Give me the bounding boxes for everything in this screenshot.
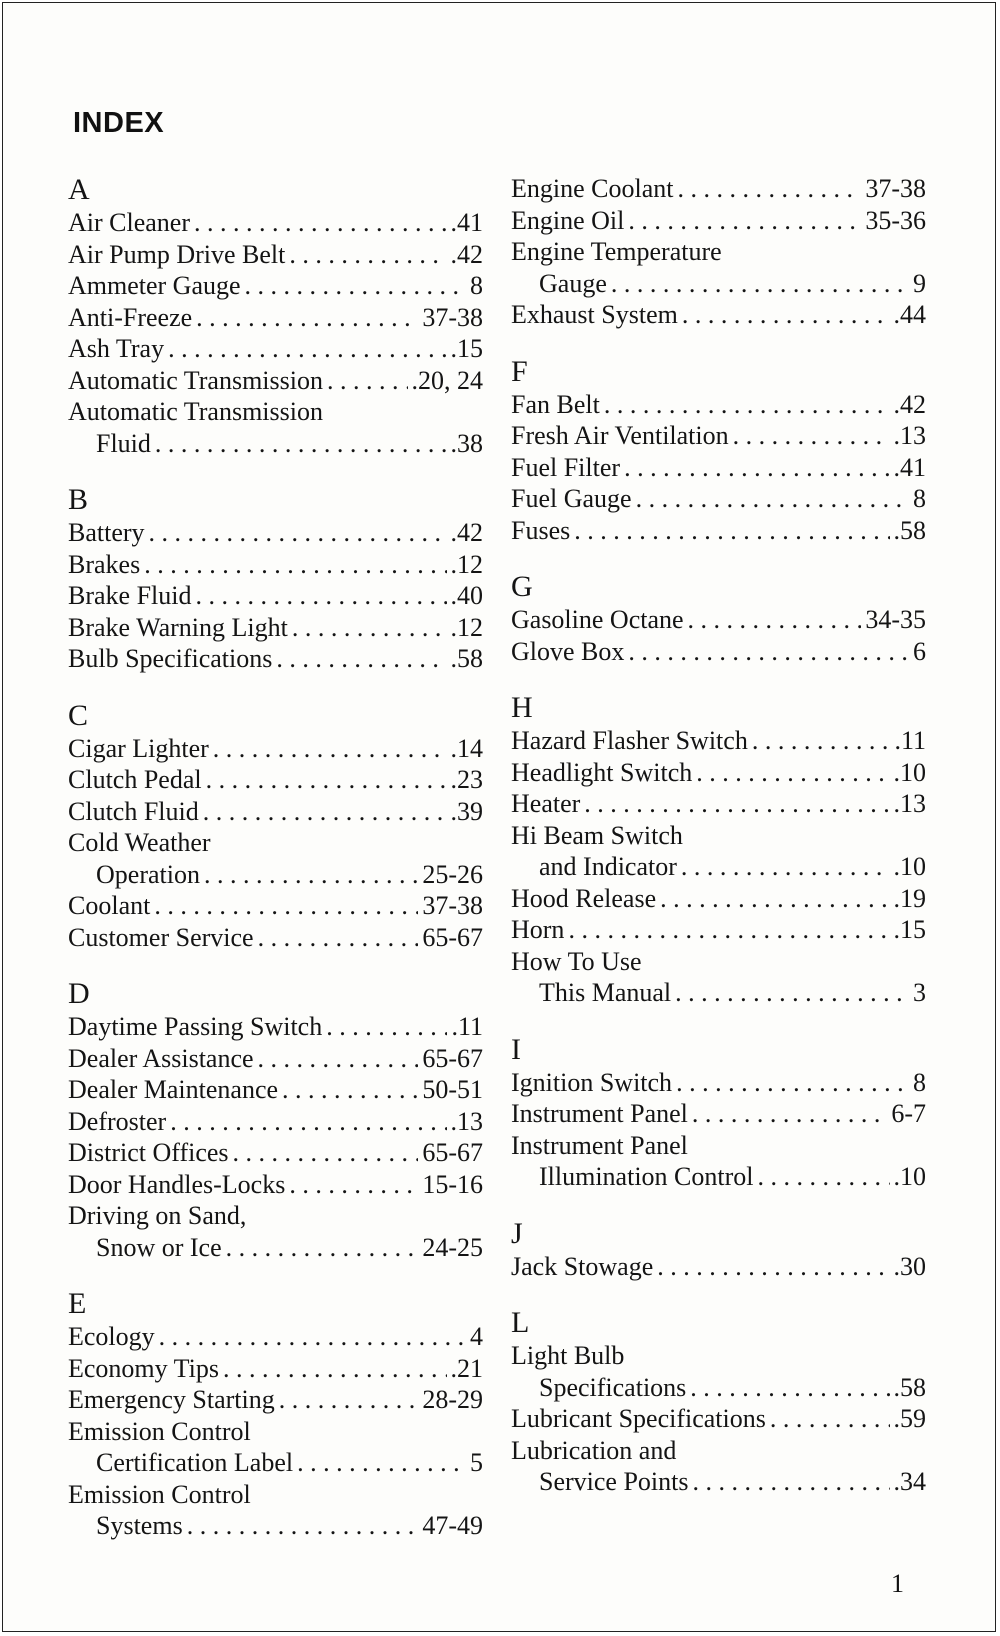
dot-leader (289, 239, 446, 271)
entry-page-ref: 50-51 (422, 1075, 483, 1104)
dot-leader (159, 1321, 466, 1353)
entry-page-ref: 6-7 (891, 1099, 926, 1128)
index-entry (511, 236, 926, 268)
index-entry (68, 302, 483, 334)
dot-leader (203, 796, 447, 828)
entry-page-ref: .34 (893, 1467, 926, 1496)
dot-leader (688, 604, 862, 636)
entry-page-ref: .13 (893, 789, 926, 818)
entry-label: Ignition Switch (511, 1067, 673, 1097)
dot-leader (327, 365, 408, 397)
dot-leader (682, 299, 890, 331)
dot-leader (758, 1161, 890, 1193)
entry-page-ref: .23 (450, 765, 483, 794)
index-entry (68, 1416, 483, 1448)
entry-page-ref: .21 (450, 1353, 483, 1383)
index-entry (68, 796, 483, 828)
entry-label: Dealer Assistance (68, 1043, 254, 1073)
index-entry (68, 1384, 483, 1416)
index-entry (68, 733, 483, 765)
dot-leader (326, 1011, 447, 1043)
index-entry (511, 1435, 926, 1467)
dot-leader (628, 636, 909, 668)
section-letter: L (511, 1306, 530, 1339)
entry-page-ref: .40 (450, 581, 483, 610)
entry-page-ref: .15 (450, 334, 483, 363)
entry-page-ref: .11 (451, 1012, 483, 1041)
index-page (2, 2, 996, 1632)
dot-leader (733, 420, 890, 452)
entry-page-ref: .12 (450, 612, 483, 642)
entry-page-ref: 3 (913, 978, 926, 1007)
entry-page-ref: .10 (893, 757, 926, 787)
entry-label: Ecology (68, 1322, 155, 1351)
dot-leader (604, 389, 890, 421)
dot-leader (584, 788, 889, 820)
dot-leader (752, 725, 891, 757)
entry-label: Gasoline Octane (511, 605, 684, 634)
section-letter: E (68, 1287, 87, 1320)
index-entry (511, 1403, 926, 1435)
dot-leader (226, 1232, 419, 1264)
index-entry (68, 1232, 483, 1264)
entry-label: Fresh Air Ventilation (511, 421, 729, 450)
entry-label: Economy Tips (68, 1353, 219, 1383)
entry-page-ref: .12 (450, 549, 483, 579)
dot-leader (289, 1169, 418, 1201)
index-entry (68, 333, 483, 365)
entry-label: Hi Beam Switch (511, 820, 683, 850)
dot-leader (690, 1372, 889, 1404)
index-entry (68, 1321, 483, 1353)
entry-label: Automatic Transmission (68, 365, 323, 395)
entry-label: Door Handles-Locks (68, 1169, 286, 1199)
page-title: INDEX (73, 107, 165, 139)
index-entry (68, 517, 483, 549)
dot-leader (636, 483, 909, 515)
index-entry (68, 365, 483, 397)
index-entry (511, 1098, 926, 1130)
entry-page-ref: 15-16 (422, 1169, 483, 1199)
dot-leader (279, 1384, 419, 1416)
dot-leader (276, 643, 446, 675)
index-entry (511, 1161, 926, 1193)
index-entry (511, 299, 926, 331)
entry-label: Jack Stowage (511, 1251, 654, 1281)
index-entry (68, 580, 483, 612)
index-entry (68, 1169, 483, 1201)
entry-page-ref: 65-67 (422, 1043, 483, 1073)
index-entry (511, 977, 926, 1009)
dot-leader (628, 205, 861, 237)
entry-label: Emission Control (68, 1416, 251, 1446)
index-entry (68, 549, 483, 581)
dot-leader (696, 757, 889, 789)
dot-leader (675, 977, 909, 1009)
dot-leader (196, 580, 447, 612)
index-entry (68, 827, 483, 859)
entry-page-ref: .30 (893, 1251, 926, 1281)
index-entry (511, 1067, 926, 1099)
index-entry (68, 1510, 483, 1542)
index-entry (68, 859, 483, 891)
dot-leader (693, 1466, 890, 1498)
entry-page-ref: 9 (913, 268, 926, 298)
entry-page-ref: 25-26 (422, 859, 483, 889)
index-entry (68, 1074, 483, 1106)
entry-label: Anti-Freeze (68, 302, 193, 332)
entry-label: Automatic Transmission (68, 397, 323, 426)
dot-leader (194, 207, 446, 239)
entry-label: Hood Release (511, 883, 657, 913)
entry-label: Horn (511, 915, 565, 944)
entry-page-ref: .41 (450, 208, 483, 237)
index-entry (511, 946, 926, 978)
dot-leader (574, 515, 889, 547)
dot-leader (624, 452, 889, 484)
entry-page-ref: .58 (893, 1372, 926, 1402)
entry-label: Certification Label (96, 1448, 294, 1477)
entry-page-ref: .42 (893, 389, 926, 419)
entry-page-ref: 37-38 (865, 174, 926, 203)
dot-leader (154, 890, 418, 922)
entry-label: Clutch Pedal (68, 765, 202, 794)
index-entry (511, 604, 926, 636)
index-entry (511, 515, 926, 547)
entry-label: Lubrication and (511, 1435, 677, 1465)
index-entry (68, 922, 483, 954)
entry-page-ref: .13 (893, 421, 926, 450)
dot-leader (677, 173, 861, 205)
index-entry (511, 851, 926, 883)
index-entry (511, 205, 926, 237)
dot-leader (692, 1098, 887, 1130)
entry-label: Brake Warning Light (68, 612, 288, 642)
entry-page-ref: .10 (893, 852, 926, 881)
dot-leader (660, 883, 889, 915)
entry-label: Gauge (539, 268, 607, 298)
index-entry (511, 1372, 926, 1404)
dot-leader (196, 302, 418, 334)
index-entry (511, 483, 926, 515)
entry-page-ref: .42 (450, 518, 483, 547)
entry-page-ref: 24-25 (422, 1232, 483, 1262)
index-entry (511, 452, 926, 484)
entry-page-ref: 37-38 (422, 302, 483, 332)
entry-page-ref: .14 (450, 733, 483, 763)
dot-leader (204, 859, 418, 891)
dot-leader (297, 1447, 466, 1479)
dot-leader (681, 851, 890, 883)
entry-label: How To Use (511, 946, 642, 976)
entry-page-ref: .58 (450, 644, 483, 673)
index-entry (68, 1353, 483, 1385)
entry-page-ref: .10 (893, 1162, 926, 1191)
index-entry (511, 883, 926, 915)
entry-page-ref: .42 (450, 239, 483, 269)
dot-leader (233, 1137, 419, 1169)
entry-label: Customer Service (68, 922, 254, 952)
index-entry (68, 1200, 483, 1232)
entry-label: Systems (96, 1511, 183, 1540)
entry-label: and Indicator (539, 852, 677, 881)
entry-label: Fuses (511, 515, 571, 545)
index-entry (68, 1106, 483, 1138)
entry-page-ref: 34-35 (865, 605, 926, 634)
index-entry (68, 1137, 483, 1169)
entry-label: Clutch Fluid (68, 796, 199, 826)
index-entry (68, 1479, 483, 1511)
index-entry (511, 1466, 926, 1498)
dot-leader (223, 1353, 447, 1385)
index-entry (68, 764, 483, 796)
entry-page-ref: 8 (470, 271, 483, 300)
index-entry (511, 820, 926, 852)
dot-leader (292, 612, 447, 644)
index-entry (68, 207, 483, 239)
index-entry (68, 239, 483, 271)
dot-leader (206, 764, 447, 796)
entry-page-ref: 47-49 (422, 1511, 483, 1540)
index-entry (511, 914, 926, 946)
entry-label: Service Points (539, 1467, 689, 1496)
index-entry (511, 725, 926, 757)
entry-label: Operation (96, 859, 200, 889)
entry-label: Headlight Switch (511, 757, 693, 787)
entry-page-ref: 8 (913, 1067, 926, 1097)
entry-label: This Manual (539, 978, 672, 1007)
entry-label: Ammeter Gauge (68, 271, 241, 300)
entry-label: Snow or Ice (96, 1232, 222, 1262)
index-entry (68, 612, 483, 644)
entry-page-ref: 65-67 (422, 922, 483, 952)
entry-label: Battery (68, 518, 145, 547)
entry-page-ref: 8 (913, 484, 926, 513)
dot-leader (245, 270, 466, 302)
section-letter: B (68, 483, 89, 516)
section-letter: J (511, 1216, 523, 1250)
index-entry (511, 420, 926, 452)
entry-label: Bulb Specifications (68, 644, 273, 673)
entry-page-ref: .19 (893, 883, 926, 913)
entry-label: Lubricant Specifications (511, 1404, 766, 1433)
entry-label: Air Pump Drive Belt (68, 239, 286, 269)
entry-label: Glove Box (511, 636, 625, 666)
entry-page-ref: .41 (893, 452, 926, 482)
index-entry (68, 1447, 483, 1479)
entry-page-ref: 37-38 (422, 891, 483, 920)
dot-leader (282, 1074, 418, 1106)
entry-label: Fuel Gauge (511, 484, 632, 513)
entry-label: Engine Oil (511, 205, 625, 235)
entry-label: Coolant (68, 891, 151, 920)
entry-label: Instrument Panel (511, 1130, 688, 1160)
section-letter: A (68, 173, 90, 206)
index-entry (511, 636, 926, 668)
entry-label: Emergency Starting (68, 1385, 275, 1414)
entry-label: Engine Temperature (511, 237, 722, 266)
dot-leader (657, 1251, 889, 1283)
dot-leader (213, 733, 447, 765)
dot-leader (170, 1106, 446, 1138)
index-entry (511, 1251, 926, 1283)
index-entry (68, 1011, 483, 1043)
section-letter: I (511, 1032, 521, 1066)
dot-leader (676, 1067, 909, 1099)
index-entry (68, 396, 483, 428)
entry-page-ref: .13 (450, 1106, 483, 1136)
index-entry (511, 757, 926, 789)
dot-leader (770, 1403, 890, 1435)
entry-label: Cigar Lighter (68, 733, 209, 763)
entry-page-ref: 5 (470, 1448, 483, 1477)
entry-label: Daytime Passing Switch (68, 1012, 323, 1041)
entry-page-ref: 35-36 (865, 205, 926, 235)
entry-page-ref: 4 (470, 1322, 483, 1351)
index-entry (511, 389, 926, 421)
entry-label: Hazard Flasher Switch (511, 726, 748, 755)
dot-leader (149, 517, 447, 549)
entry-label: Fuel Filter (511, 452, 621, 482)
index-entry (68, 270, 483, 302)
entry-label: Emission Control (68, 1479, 251, 1509)
entry-page-ref: 28-29 (422, 1385, 483, 1414)
entry-page-ref: .39 (450, 796, 483, 826)
entry-label: Engine Coolant (511, 174, 674, 203)
section-letter: F (511, 354, 528, 388)
entry-label: Driving on Sand, (68, 1201, 247, 1230)
index-column-left (68, 173, 483, 1542)
page-number: 1 (891, 1569, 904, 1598)
dot-leader (258, 1043, 419, 1075)
entry-label: Cold Weather (68, 828, 211, 857)
entry-label: Fan Belt (511, 389, 600, 419)
index-entry (68, 428, 483, 460)
entry-label: Air Cleaner (68, 208, 191, 237)
entry-label: Ash Tray (68, 334, 165, 363)
entry-label: Heater (511, 789, 581, 818)
section-letter: G (511, 570, 533, 603)
section-letter: D (68, 977, 90, 1010)
index-entry (68, 1043, 483, 1075)
entry-label: Exhaust System (511, 300, 678, 329)
dot-leader (611, 268, 909, 300)
entry-page-ref: .59 (893, 1404, 926, 1433)
index-entry (511, 268, 926, 300)
index-entry (511, 788, 926, 820)
dot-leader (187, 1510, 419, 1542)
entry-label: Brakes (68, 549, 141, 579)
dot-leader (144, 549, 446, 581)
section-letter: H (511, 691, 533, 724)
dot-leader (155, 428, 447, 460)
entry-page-ref: .44 (893, 300, 926, 329)
entry-label: Light Bulb (511, 1341, 625, 1370)
entry-page-ref: 6 (913, 636, 926, 666)
dot-leader (568, 914, 889, 946)
entry-page-ref: .11 (894, 726, 926, 755)
index-entry (511, 173, 926, 205)
entry-label: Instrument Panel (511, 1099, 688, 1128)
entry-page-ref: .58 (893, 515, 926, 545)
entry-label: District Offices (68, 1138, 229, 1167)
dot-leader (258, 922, 419, 954)
entry-label: Brake Fluid (68, 581, 192, 610)
dot-leader (168, 333, 446, 365)
entry-label: Dealer Maintenance (68, 1075, 279, 1104)
entry-page-ref: 65-67 (422, 1138, 483, 1167)
index-entry (511, 1340, 926, 1372)
index-entry (68, 643, 483, 675)
entry-page-ref: .38 (450, 428, 483, 458)
entry-label: Defroster (68, 1106, 167, 1136)
entry-page-ref: .15 (893, 915, 926, 944)
entry-label: Illumination Control (539, 1162, 754, 1191)
index-entry (68, 890, 483, 922)
section-letter: C (68, 698, 89, 732)
index-entry (511, 1130, 926, 1162)
entry-page-ref: .20, 24 (411, 365, 483, 395)
entry-label: Specifications (539, 1372, 687, 1402)
index-column-right (511, 173, 926, 1498)
entry-label: Fluid (96, 428, 151, 458)
